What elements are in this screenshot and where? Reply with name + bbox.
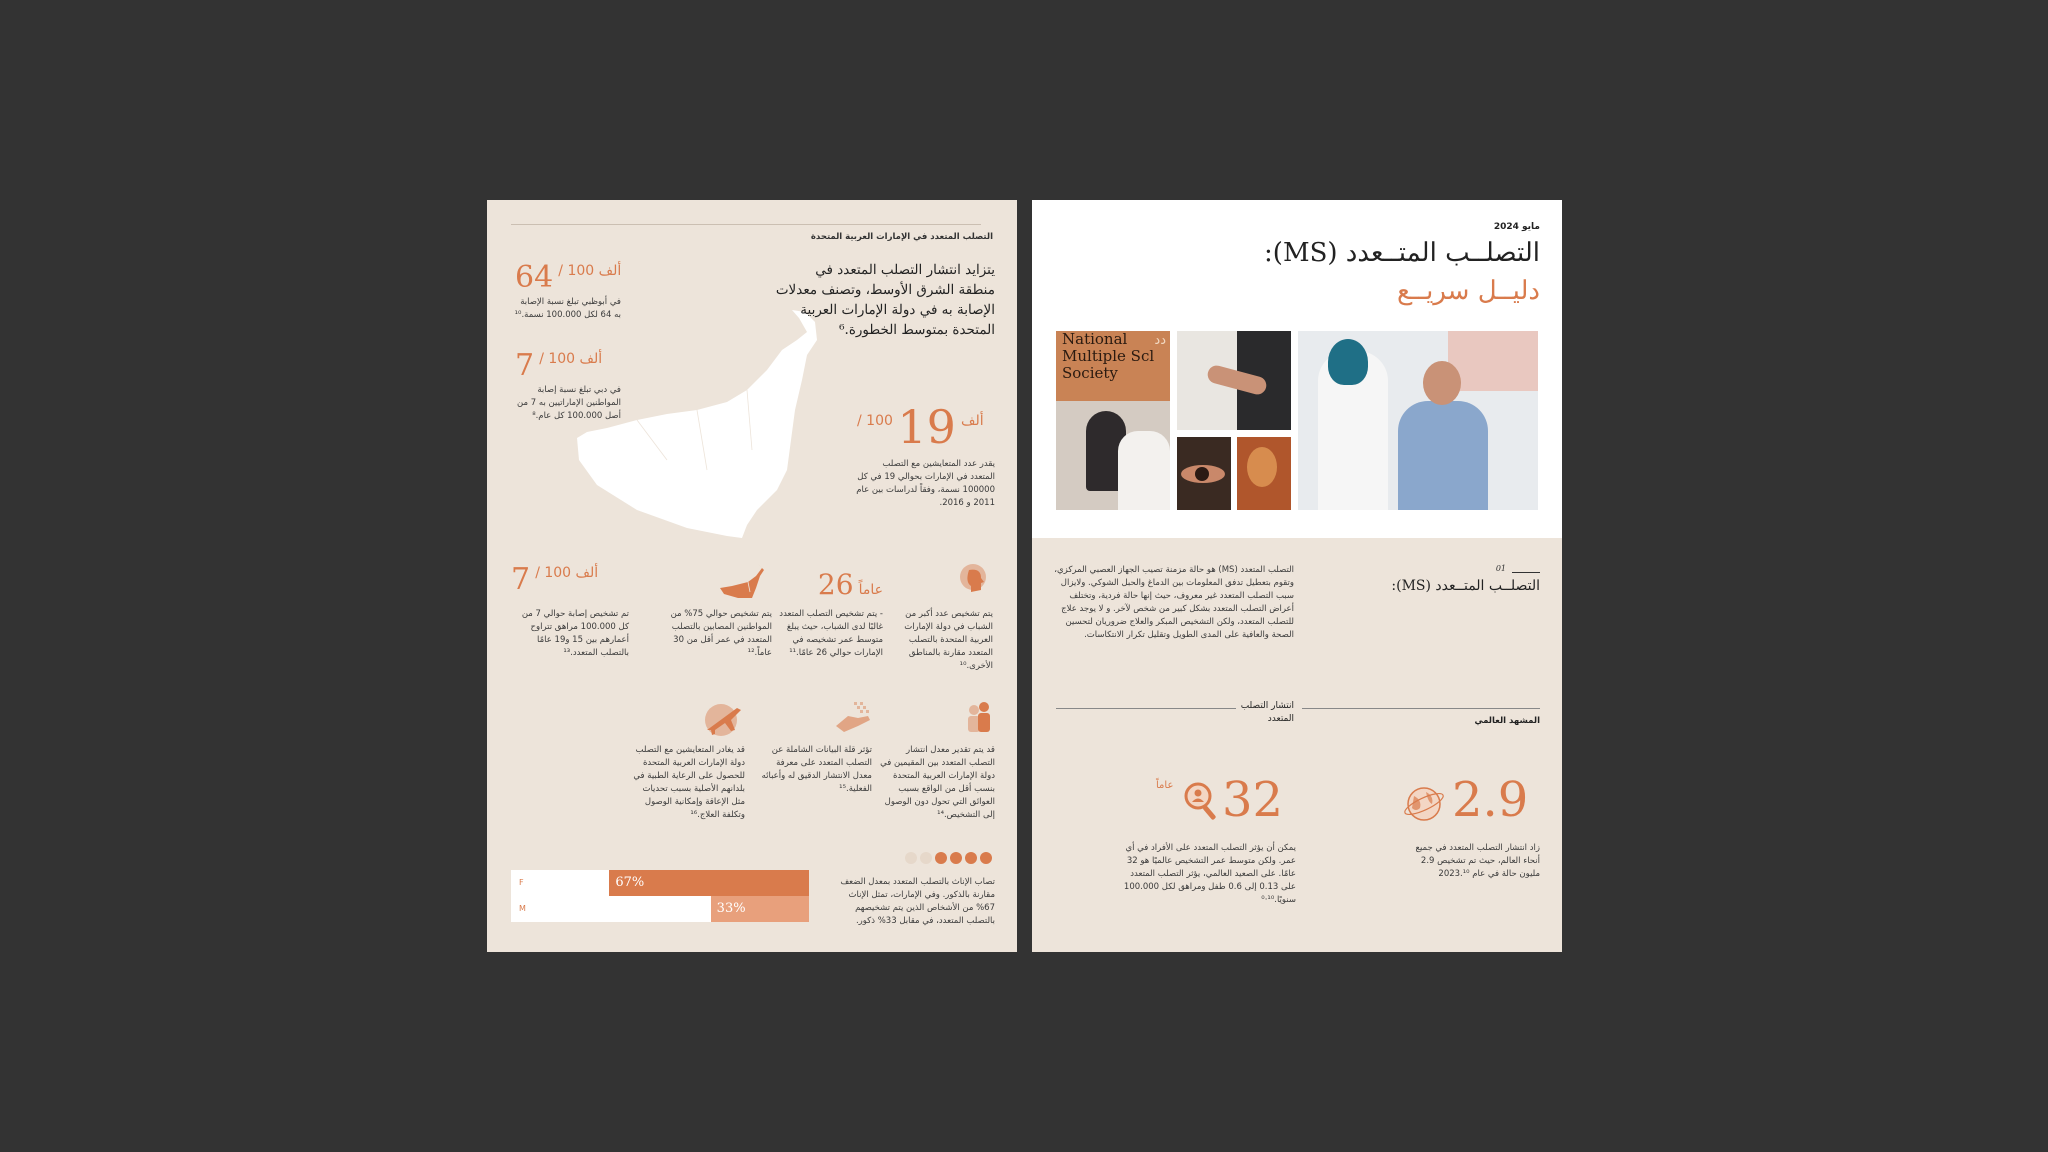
- row2-item-2-number: 26: [817, 568, 854, 601]
- photo-sign-ar: دد: [1154, 333, 1166, 348]
- row3-item-1-text: قد يتم تقدير معدل انتشار التصلب المتعدد بين المقيمين في دولة الإمارات العربية المتحدة بنسب أقل من الواقع بسبب العوائق التي تحول دون الوصول إلى التشخيص.¹⁴: [880, 745, 995, 820]
- progress-dots: [905, 849, 995, 868]
- right-page: [1032, 200, 1562, 952]
- dot: [905, 852, 917, 864]
- stat-age-number: 32: [1222, 772, 1284, 828]
- date: مايو 2024: [1493, 222, 1540, 232]
- section-rule: [1512, 572, 1540, 573]
- dot: [980, 852, 992, 864]
- title-line2: دليــل سريــع: [1397, 276, 1540, 306]
- global-rule: [1302, 708, 1540, 709]
- prevalence-rule: [1056, 708, 1236, 709]
- left-page: [487, 200, 1017, 952]
- people-icon: [961, 700, 995, 734]
- photo-hands: [1177, 331, 1291, 430]
- section-text: التصلب المتعدد (MS) هو حالة مزمنة تصيب الجهاز العصبي المركزي، وتقوم بتعطيل تدفق المعلومات بين الدماغ والحبل الشوكي. ولايزال سبب التصلب المتعدد غير معروف، حيث إنها حالة فردية، وتختلف أعراض التصلب المتعدد بشكل كبير من شخص لآخر. و لا يوجد علاج للتصلب المتعدد، ولكن التشخيص المبكر والعلاج ضروريان لتحسين الصحة والعافية على المدى الطويل وتقليل تكرار الانتكاسات.: [1054, 565, 1294, 640]
- stat-age-unit: عاماً: [1156, 780, 1174, 791]
- row2-item-2-unit: عاماً: [858, 582, 883, 598]
- stat-abudhabi: [515, 260, 621, 295]
- stat-dubai: [515, 348, 602, 383]
- row2-item-1-text: يتم تشخيص عدد أكبر من الشباب في دولة الإمارات العربية المتحدة بالتصلب المتعدد مقارنة بالمناطق الأخرى.¹⁰: [904, 609, 993, 671]
- stat-uae: [857, 400, 984, 454]
- stat-age-text: يمكن أن يؤثر التصلب المتعدد على الأفراد في أي عمر. ولكن متوسط عمر التشخيص عالميًا هو 32 عامًا. على الصعيد العالمي، يؤثر التصلب المتعدد على 0.13 إلى 0.6 طفل ومراهق لكل 100.000 سنويًا.¹⁰·⁰: [1123, 843, 1296, 905]
- bar-male-value: 33%: [716, 901, 746, 916]
- data-hand-icon: [834, 700, 872, 734]
- photo-sign: National Multiple Scl Society: [1062, 331, 1155, 382]
- row2-item-3-text: يتم تشخيص حوالي 75% من المواطنين المصابين بالتصلب المتعدد في عمر أقل من 30 عاماً.¹²: [670, 609, 772, 658]
- page-header: التصلب المتعدد في الإمارات العربية المتحدة: [810, 232, 993, 242]
- intro-text: يتزايد انتشار التصلب المتعدد في منطقة الشرق الأوسط، وتصنف معدلات الإصابة به في دولة الإمارات العربية المتحدة بمتوسط الخطورة.⁶: [775, 262, 995, 338]
- bar-female-label: F: [519, 878, 524, 887]
- row3-item-2-text: تؤثر قلة البيانات الشاملة عن التصلب المتعدد على معرفة معدل الانتشار الدقيق له وأعبائه الفعلية.¹⁵: [761, 745, 872, 794]
- dot: [950, 852, 962, 864]
- section-number: 01: [1495, 564, 1506, 573]
- bar-female: [511, 870, 809, 896]
- stat-abudhabi-unit: / 100 ألف: [558, 263, 622, 279]
- row3-item-3-text: قد يغادر المتعايشين مع التصلب دولة الإمارات العربية المتحدة للحصول على الرعاية الطبية في بلدانهم الأصلية بسبب تحديات مثل الإعاقة وإمكانية الوصول وتكلفة العلاج.¹⁶: [633, 745, 745, 820]
- gender-text: تصاب الإناث بالتصلب المتعدد بمعدل الضعف مقارنة بالذكور. وفي الإمارات، تمثل الإناث 67% من الأشخاص الذين يتم تشخيصهم بالتصلب المتعدد، في مقابل 33% ذكور.: [840, 877, 995, 926]
- globe-icon: [1402, 782, 1446, 826]
- stat-global-number: 2.9: [1452, 772, 1529, 828]
- dot: [935, 852, 947, 864]
- bar-male-fill: [711, 896, 809, 922]
- stat-uae-number: 19: [897, 400, 956, 454]
- global-label: المشهد العالمي: [1474, 716, 1540, 726]
- stat-uae-text: يقدر عدد المتعايشين مع التصلب المتعدد في الإمارات بحوالي 19 في كل 100000 نسمة، وفقاً لدراسات بين عام 2011 و 2016.: [856, 459, 995, 508]
- bar-female-value: 67%: [615, 875, 645, 890]
- magnifier-person-icon: [1182, 780, 1222, 824]
- dot: [920, 852, 932, 864]
- row2-item-4-text: تم تشخيص إصابة حوالي 7 من كل 100.000 مراهق تتراوح أعمارهم بين 15 و19 عامًا بالتصلب المتعدد.¹³: [521, 609, 629, 658]
- uae-map: [577, 310, 877, 540]
- uae-map-icon: [718, 562, 768, 600]
- prevalence-label: انتشار التصلب المتعدد: [1240, 701, 1294, 724]
- airplane-icon: [701, 700, 745, 738]
- row2-item-4-unit: / 100 ألف: [535, 565, 599, 581]
- stat-dubai-unit: / 100 ألف: [539, 351, 603, 367]
- photo-doctor: [1298, 331, 1538, 510]
- head-profile-icon: [957, 562, 991, 596]
- photo-abstract: [1237, 437, 1291, 510]
- stat-global-text: زاد انتشار التصلب المتعدد في جميع أنحاء العالم، حيث تم تشخيص 2.9 مليون حالة في عام 2023.¹⁰: [1415, 843, 1540, 879]
- title-line1: التصلــب المتــعدد (MS):: [1264, 238, 1540, 268]
- photo-society: [1056, 331, 1170, 510]
- photo-eye: [1177, 437, 1231, 510]
- bar-male: [511, 896, 809, 922]
- stat-abudhabi-number: 64: [515, 260, 554, 295]
- stat-uae-unit: / 100 ألف: [857, 413, 984, 429]
- bar-female-fill: [609, 870, 809, 896]
- section-title: التصلــب المتــعدد (MS):: [1391, 578, 1540, 594]
- dot: [965, 852, 977, 864]
- header-rule: [511, 224, 981, 225]
- row2-item-4-number: 7: [511, 562, 531, 597]
- stat-dubai-number: 7: [515, 348, 535, 383]
- row2-item-2-text: - يتم تشخيص التصلب المتعدد غالبًا لدى الشباب، حيث يبلغ متوسط عمر تشخيصه في الإمارات حوالي 26 عامًا.¹¹: [779, 609, 883, 658]
- stat-abudhabi-text: في أبوظبي تبلغ نسبة الإصابة به 64 لكل 100.000 نسمة.¹⁰: [514, 297, 621, 320]
- bar-male-label: M: [519, 904, 526, 913]
- stat-dubai-text: في دبي تبلغ نسبة إصابة المواطنين الإماراتيين به 7 من أصل 100.000 كل عام.⁸: [517, 385, 621, 421]
